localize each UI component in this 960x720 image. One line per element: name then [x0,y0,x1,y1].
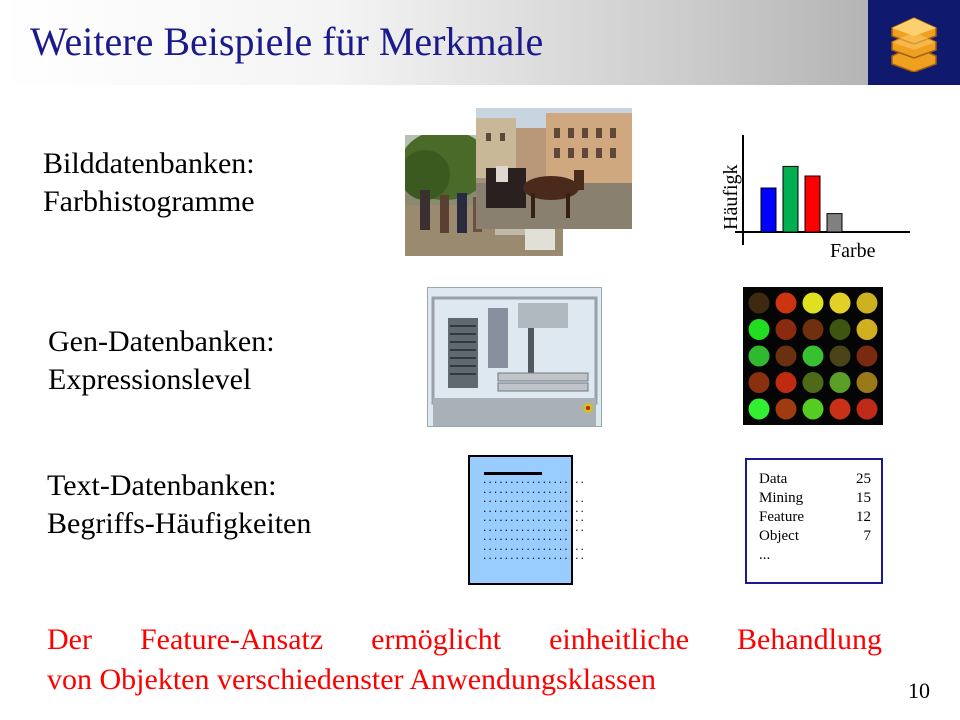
document-text-line: ................ [482,533,569,543]
term-count: 25 [856,471,871,487]
histogram-bar [805,176,820,232]
microarray-spot [749,399,770,420]
term-frequency-ellipsis: ... [759,547,771,563]
term-frequency-row [759,489,871,508]
document-text-line: ................... [482,523,585,534]
microarray-spot [776,399,797,420]
text-db-label [47,467,311,543]
microarray-spot [830,372,851,393]
horse-carriage-photo [476,108,632,229]
microarray-spot [803,319,824,340]
document-text-line: ................... [482,495,585,505]
histogram-bar [783,166,798,232]
microarray-spot [749,372,770,393]
term-label: Mining [759,490,804,506]
database-stack-logo-icon [888,14,940,72]
text-db-heading: Text-Datenbanken: [47,469,277,502]
microarray-spot [857,293,878,314]
document-text-line: ................... [482,552,585,562]
document-text-line: ................ [482,485,569,496]
microarray-spot [776,346,797,367]
color-histogram-chart [715,130,915,265]
microarray-spot [749,319,770,340]
histogram-x-label: Farbe [830,240,876,262]
microarray-spot [830,346,851,367]
document-title-bar [484,472,542,475]
microarray-spot [830,399,851,420]
microarray-spot [857,399,878,420]
microarray-spot [857,372,878,393]
conclusion-line-1: Der Feature-Ansatz ermöglicht einheitliche Behandlung [47,623,882,656]
document-text-line: ................... [482,504,585,515]
histogram-bar [827,214,842,232]
microarray-spot [749,293,770,314]
microarray-spot [776,319,797,340]
term-frequency-row [759,508,871,527]
microarray-image [743,287,883,425]
gene-db-feature: Expressionslevel [48,363,252,396]
header-corner-block [868,0,960,85]
microarray-spot [776,293,797,314]
term-frequency-row [759,470,871,489]
microarray-spot [803,293,824,314]
microarray-spot [749,346,770,367]
document-text-line: ................... [482,514,585,524]
conclusion-text [47,620,882,700]
term-count: 15 [856,490,871,506]
term-label: Feature [759,509,804,525]
page-number: 10 [908,678,930,703]
slide-title: Weitere Beispiele für Merkmale [30,19,544,64]
document-text-lines [482,477,585,563]
conclusion-line-2: von Objekten verschiedenster Anwendungsklassen [47,663,657,696]
term-label: Object [759,528,799,544]
microarray-spot [857,346,878,367]
histogram-bar [761,188,776,232]
microarray-spot [803,399,824,420]
microarray-spot [803,372,824,393]
text-document-icon [468,455,585,585]
image-db-label [43,145,255,221]
text-db-feature: Begriffs-Häufigkeiten [47,507,312,540]
microarray-spot [857,319,878,340]
gene-db-heading: Gen-Datenbanken: [48,325,275,358]
document-text-line: ................... [482,542,585,553]
term-count: 12 [856,509,871,525]
lab-robot-photo [427,287,602,427]
microarray-spot [830,319,851,340]
histogram-y-label: Häufigk [720,164,742,230]
microarray-spot [830,293,851,314]
microarray-spot [776,372,797,393]
term-label: Data [759,471,788,487]
image-db-feature: Farbhistogramme [43,185,255,218]
term-frequency-row [759,527,871,546]
term-count: 7 [863,528,871,544]
microarray-spot [803,346,824,367]
term-frequency-table [745,458,883,584]
image-db-heading: Bilddatenbanken: [43,147,255,180]
document-text-line: ................... [482,476,585,486]
gene-db-label [48,323,275,399]
